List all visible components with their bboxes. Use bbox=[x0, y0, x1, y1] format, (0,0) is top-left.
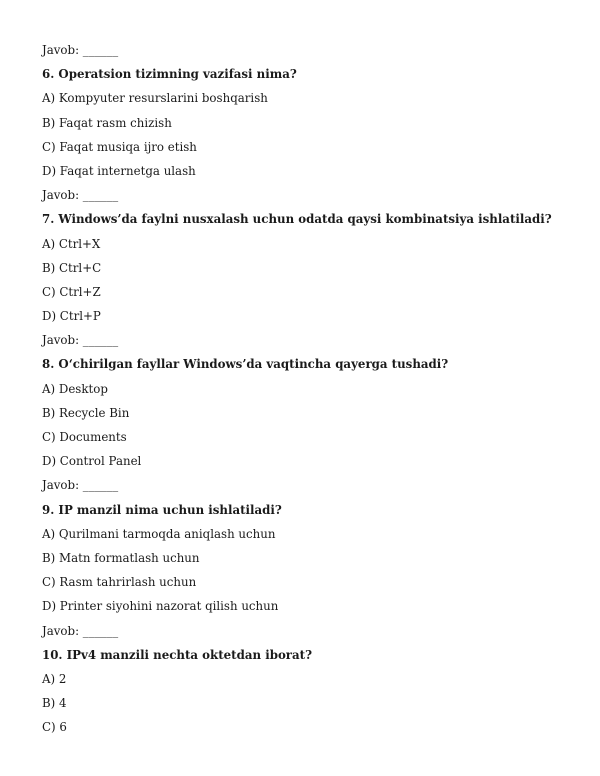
answer-line: Javob: ______ bbox=[42, 623, 119, 638]
question-8: 8. O‘chirilgan fayllar Windows’da vaqtincha qayerga tushadi? bbox=[42, 357, 449, 372]
option-d: D) Control Panel bbox=[42, 454, 142, 469]
option-d: D) Faqat internetga ulash bbox=[42, 163, 196, 178]
question-6: 6. Operatsion tizimning vazifasi nima? bbox=[42, 67, 297, 82]
option-c: C) Rasm tahrirlash uchun bbox=[42, 575, 197, 590]
option-c: C) 6 bbox=[42, 720, 67, 735]
document-page bbox=[42, 38, 562, 739]
answer-line: Javob: ______ bbox=[42, 43, 119, 57]
option-c: C) Faqat musiqa ijro etish bbox=[42, 139, 197, 154]
option-a: A) Desktop bbox=[42, 381, 108, 396]
answer-line: Javob: ______ bbox=[42, 333, 119, 348]
option-a: A) 2 bbox=[42, 671, 67, 686]
answer-line: Javob: ______ bbox=[42, 188, 119, 203]
question-9: 9. IP manzil nima uchun ishlatiladi? bbox=[42, 502, 282, 517]
question-7: 7. Windows’da faylni nusxalash uchun odatda qaysi kombinatsiya ishlatiladi? bbox=[42, 212, 552, 227]
answer-line: Javob: ______ bbox=[42, 478, 119, 493]
option-a: A) Ctrl+X bbox=[42, 236, 101, 251]
option-a: A) Kompyuter resurslarini boshqarish bbox=[42, 91, 268, 106]
option-a: A) Qurilmani tarmoqda aniqlash uchun bbox=[42, 526, 276, 541]
option-b: B) Ctrl+C bbox=[42, 260, 102, 275]
option-b: B) Recycle Bin bbox=[42, 405, 130, 420]
option-c: C) Documents bbox=[42, 430, 127, 444]
option-b: B) 4 bbox=[42, 696, 67, 711]
question-10: 10. IPv4 manzili nechta oktetdan iborat? bbox=[42, 647, 313, 662]
option-b: B) Matn formatlash uchun bbox=[42, 550, 200, 565]
option-b: B) Faqat rasm chizish bbox=[42, 115, 172, 130]
option-d: D) Printer siyohini nazorat qilish uchun bbox=[42, 599, 279, 614]
option-c: C) Ctrl+Z bbox=[42, 284, 101, 299]
option-d: D) Ctrl+P bbox=[42, 309, 101, 324]
